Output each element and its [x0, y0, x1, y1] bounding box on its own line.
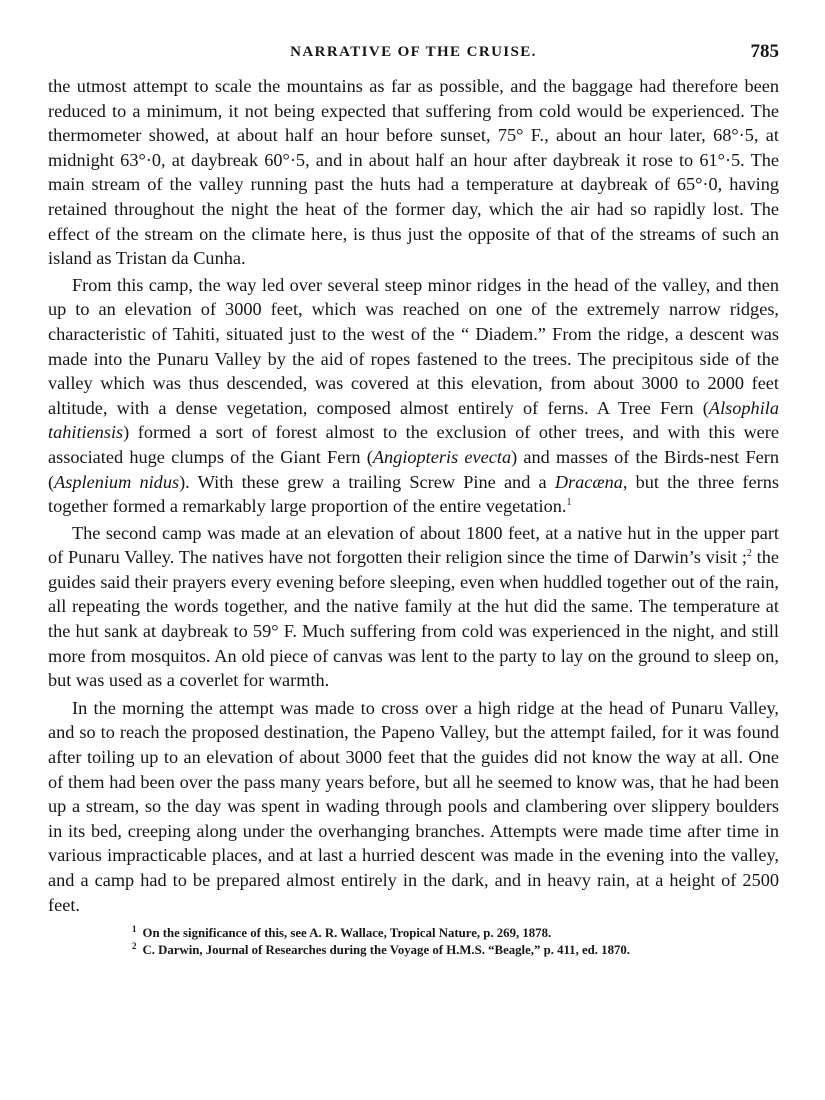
text-run: ). With these grew a trailing Screw Pine and a — [179, 471, 555, 492]
text-run: ) formed a sort of forest almost to the exclusion of other trees, and with this were associated huge clumps of the Giant Fern ( — [48, 422, 779, 467]
body-text — [48, 74, 779, 917]
text-run: In the morning the attempt was made to cross over a high ridge at the head of Punaru Valley, and so to reach the proposed destination, the Papeno Valley, but the attempt failed, for it was found after toiling up to an elevation of about 3000 feet that the guides did not know the way at all. One of them had been over the pass many years before, but all he seemed to know was, that he had been up a stream, so the day was spent in wading through pools and clambering over slippery boulders in its bed, creeping along under the overhanging branches. Attempts were made time after time in various impracticable places, and at last a hurried descent was made in the evening into the valley, and a camp had to be prepared almost entirely in the dark, and in heavy rain, at a height of 2500 feet. — [48, 697, 779, 915]
paragraph — [48, 696, 779, 917]
footnote-reference: 2 — [746, 548, 752, 560]
text-run: the utmost attempt to scale the mountains as far as possible, and the baggage had therefore been reduced to a minimum, it not being expected that suffering from cold would be experienced. The thermometer showed, at about half an hour before sunset, 75° F., about an hour later, 68°·5, at midnight 63°·0, at daybreak 60°·5, and in about half an hour after daybreak it rose to 61°·5. The main stream of the valley running past the huts had a temperature at daybreak of 65°·0, having retained throughout the night the heat of the former day, which the air had so rapidly lost. The effect of the stream on the climate here, is thus just the opposite of that of the streams of such an island as Tristan da Cunha. — [48, 76, 779, 269]
page — [48, 41, 779, 959]
italic-term: Dracæna — [554, 471, 623, 492]
text-run: The second camp was made at an elevation of about 1800 feet, at a native hut in the upper part of Punaru Valley. The natives have not forgotten their religion since the time of Darwin’s visit ; — [48, 522, 779, 568]
footnote — [132, 942, 779, 959]
text-run: the guides said their prayers every evening before sleeping, even when huddled together out of the rain, all repeating the words together, and the native family at the hut did the same. The temperature at the hut sank at daybreak to 59° F. Much suffering from cold was experienced in the night, and still more from mosquitos. An old piece of canvas was lent to the party to lay on the ground to sleep on, but was used as a coverlet for warmth. — [48, 547, 779, 691]
footnotes — [48, 925, 779, 959]
italic-term: Alsophila tahitiensis — [48, 397, 779, 443]
italic-term: Angiopteris evecta — [372, 446, 512, 467]
text-run: From this camp, the way led over several steep minor ridges in the head of the valley, and then up to an elevation of 3000 feet, which was reached on one of the extremely narrow ridges, characteristic of Tahiti, situated just to the west of the “ Diadem.” From the ridge, a descent was made into the Punaru Valley by the aid of ropes fastened to the trees. The precipitous side of the valley which was thus descended, was covered at this elevation, from about 3000 to 2000 feet altitude, with a dense vegetation, composed almost entirely of ferns. A Tree Fern ( — [48, 274, 779, 418]
page-header — [48, 41, 779, 74]
italic-term: Asplenium nidus — [54, 471, 180, 492]
paragraph — [48, 273, 779, 519]
footnote-reference: 1 — [566, 497, 572, 508]
running-title: NARRATIVE OF THE CRUISE. — [290, 44, 537, 60]
footnote — [132, 925, 779, 942]
footnote-text: On the significance of this, see A. R. Wallace, Tropical Nature, p. 269, 1878. — [142, 926, 552, 941]
text-run: , but the three ferns together formed a remarkably large proportion of the entire vegetation. — [48, 471, 779, 517]
paragraph — [48, 521, 779, 693]
footnote-text: C. Darwin, Journal of Researches during the Voyage of H.M.S. “Beagle,” p. 411, ed. 1870. — [142, 943, 630, 958]
footnote-mark: 2 — [132, 940, 137, 951]
text-run: ) and masses of the Birds-nest Fern ( — [48, 446, 779, 492]
footnote-mark: 1 — [132, 923, 137, 934]
page-number: 785 — [750, 41, 779, 62]
paragraph — [48, 74, 779, 271]
